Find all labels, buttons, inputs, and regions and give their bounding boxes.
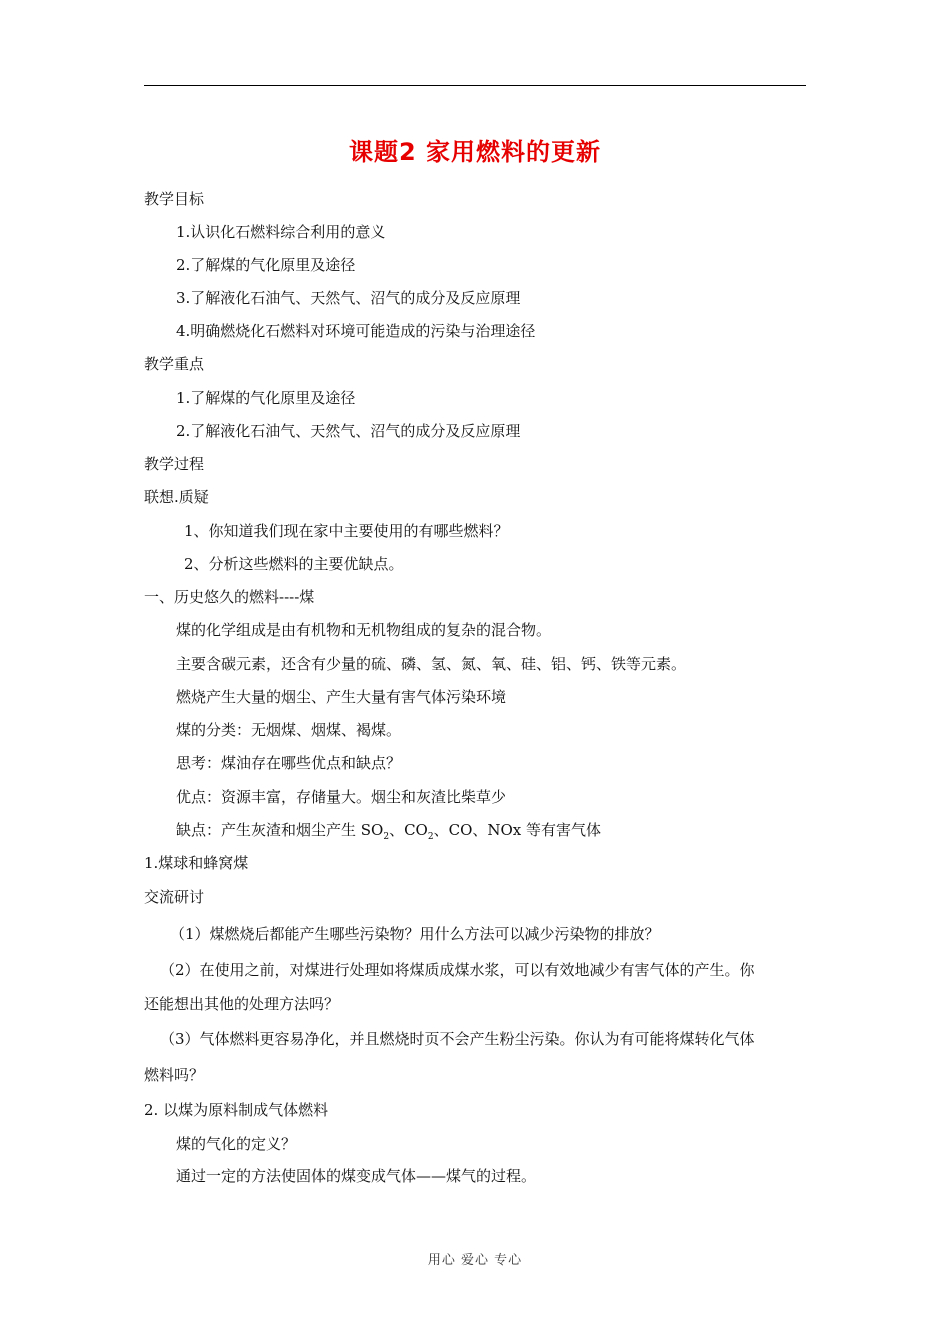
paragraph-line: 煤的气化的定义？ — [176, 1135, 297, 1153]
shortcomings-suffix: 、CO、NOx 等有害气体 — [433, 821, 602, 839]
question-item: 1、你知道我们现在家中主要使用的有哪些燃料？ — [184, 522, 509, 540]
objective-item: 3.了解液化石油气、天然气、沼气的成分及反应原理 — [176, 289, 521, 307]
discussion-item-cont: 还能想出其他的处理方法吗？ — [144, 995, 340, 1013]
subscript: 2 — [383, 832, 390, 842]
key-point-item: 1.了解煤的气化原里及途径 — [176, 389, 356, 407]
subheading-briquettes: 1.煤球和蜂窝煤 — [144, 854, 249, 872]
discussion-item: （2）在使用之前，对煤进行处理如将煤质成煤水浆，可以有效地减少有害气体的产生。你 — [160, 961, 755, 979]
section-heading-objectives: 教学目标 — [144, 190, 205, 208]
section-heading-coal: 一、历史悠久的燃料----煤 — [144, 588, 315, 606]
section-heading-process: 教学过程 — [144, 455, 205, 473]
shortcomings-line — [176, 820, 601, 847]
subheading-gasification: 2. 以煤为原料制成气体燃料 — [144, 1101, 329, 1119]
section-heading-key-points: 教学重点 — [144, 355, 205, 373]
page-footer: 用心 爱心 专心 — [427, 1253, 523, 1268]
paragraph-line: 煤的分类：无烟煤、烟煤、褐煤。 — [176, 721, 402, 739]
paragraph-line: 主要含碳元素，还含有少量的硫、磷、氢、氮、氧、硅、铝、钙、铁等元素。 — [176, 655, 687, 673]
paragraph-line: 燃烧产生大量的烟尘、产生大量有害气体污染环境 — [176, 688, 507, 706]
subheading-association: 联想.质疑 — [144, 488, 209, 506]
shortcomings-mid: 、CO — [389, 821, 428, 839]
paragraph-line: 煤的化学组成是由有机物和无机物组成的复杂的混合物。 — [176, 621, 552, 639]
paragraph-line: 优点：资源丰富，存储量大。烟尘和灰渣比柴草少 — [176, 788, 507, 806]
question-item: 2、分析这些燃料的主要优缺点。 — [184, 555, 404, 573]
page-title: 课题2 家用燃料的更新 — [348, 138, 602, 166]
shortcomings-prefix: 缺点：产生灰渣和烟尘产生 SO — [176, 821, 384, 839]
paragraph-line: 思考：煤油存在哪些优点和缺点？ — [176, 754, 402, 772]
discussion-item: （1）煤燃烧后都能产生哪些污染物？用什么方法可以减少污染物的排放？ — [170, 925, 660, 943]
objective-item: 2.了解煤的气化原里及途径 — [176, 256, 356, 274]
discussion-item-cont: 燃料吗？ — [144, 1066, 205, 1084]
header-rule — [144, 85, 806, 86]
objective-item: 1.认识化石燃料综合利用的意义 — [176, 223, 386, 241]
subheading-discussion: 交流研讨 — [144, 888, 205, 906]
key-point-item: 2.了解液化石油气、天然气、沼气的成分及反应原理 — [176, 422, 521, 440]
discussion-item: （3）气体燃料更容易净化，并且燃烧时页不会产生粉尘污染。你认为有可能将煤转化气体 — [160, 1030, 755, 1048]
subscript: 2 — [427, 832, 434, 842]
objective-item: 4.明确燃烧化石燃料对环境可能造成的污染与治理途径 — [176, 322, 536, 340]
paragraph-line: 通过一定的方法使固体的煤变成气体——煤气的过程。 — [176, 1167, 537, 1185]
